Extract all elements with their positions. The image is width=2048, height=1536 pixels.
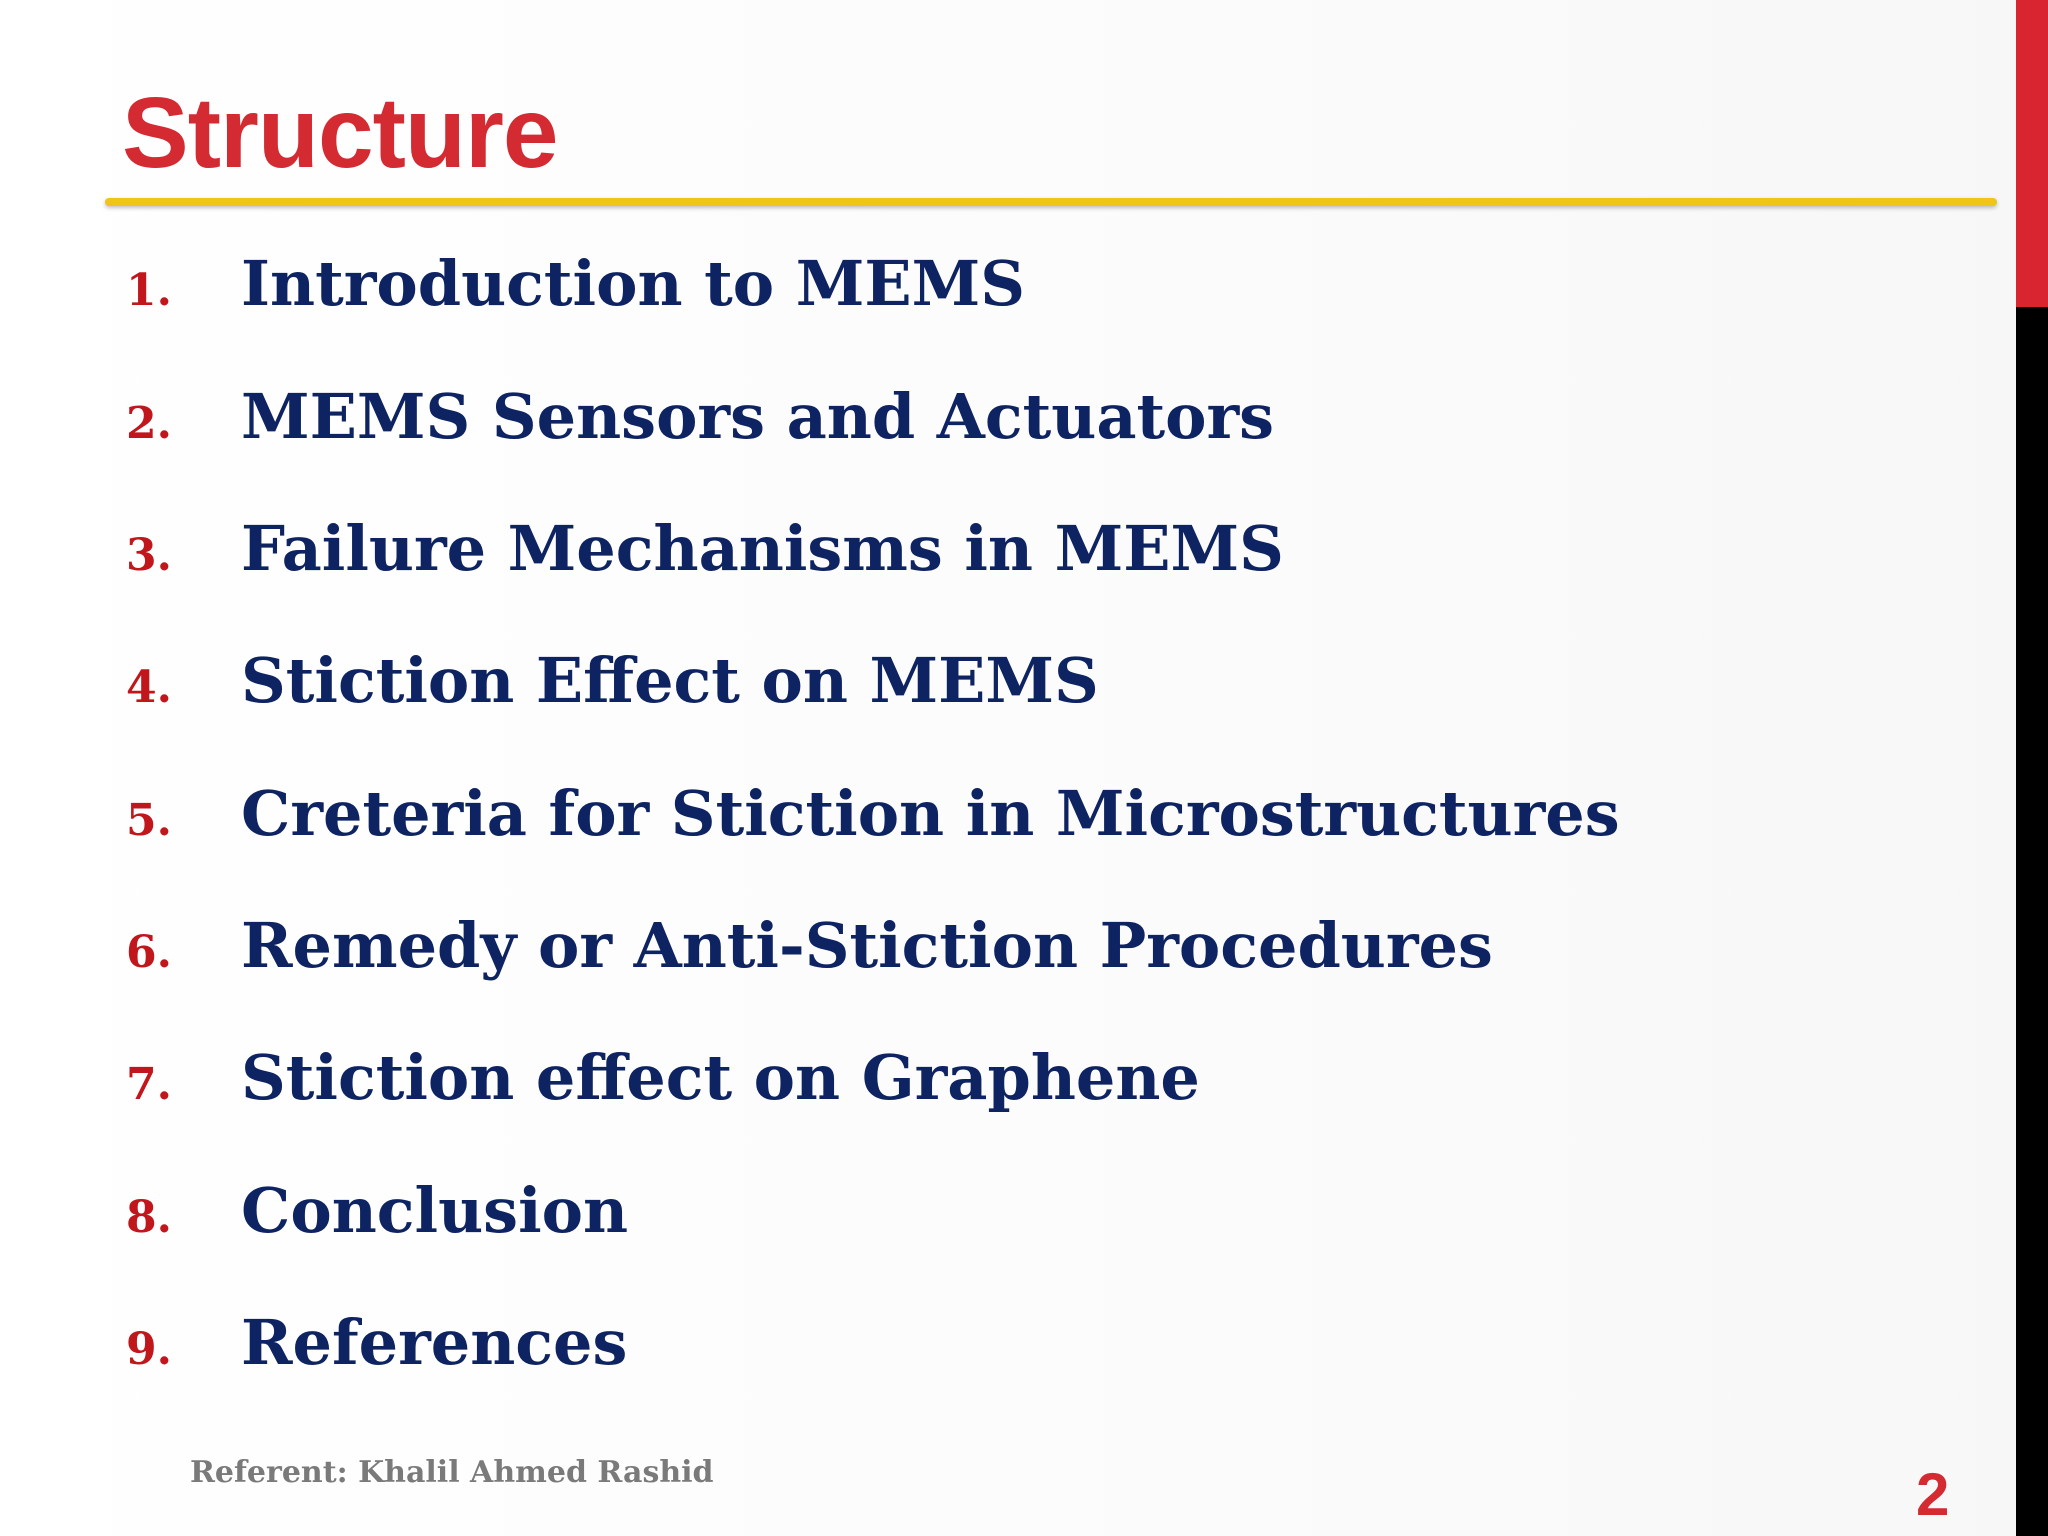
toc-item: [0, 1160, 1900, 1260]
toc-item-text: Introduction to MEMS: [241, 247, 1025, 320]
toc-item-number: 5.: [126, 795, 172, 846]
toc-item: [0, 1292, 1900, 1392]
toc-item-text: References: [241, 1306, 628, 1379]
toc-item-number: 1.: [126, 265, 172, 316]
toc-item-number: 4.: [126, 662, 172, 713]
toc-item-text: Remedy or Anti-Stiction Procedures: [241, 909, 1493, 982]
toc-item-text: Stiction Effect on MEMS: [241, 644, 1099, 717]
toc-item-text: Conclusion: [241, 1174, 629, 1247]
footer-referent: Referent: Khalil Ahmed Rashid: [190, 1455, 714, 1490]
toc-item-text: Creteria for Stiction in Microstructures: [241, 777, 1620, 850]
toc-item: [0, 498, 1900, 598]
toc-item-number: 6.: [126, 927, 172, 978]
side-bar-red-accent: [2016, 0, 2048, 307]
toc-item-text: Failure Mechanisms in MEMS: [241, 512, 1284, 585]
toc-item: [0, 1027, 1900, 1127]
toc-item-text: MEMS Sensors and Actuators: [241, 380, 1275, 453]
toc-item-number: 9.: [126, 1324, 172, 1375]
title-underline-rule: [105, 198, 1997, 206]
page-number: 2: [1916, 1461, 1950, 1528]
toc-item-number: 7.: [126, 1059, 172, 1110]
side-bar-black-accent: [2016, 307, 2048, 1536]
toc-item-number: 8.: [126, 1192, 172, 1243]
toc-item: [0, 763, 1900, 863]
toc-item-number: 3.: [126, 530, 172, 581]
toc-item: [0, 630, 1900, 730]
slide-title: Structure: [122, 77, 558, 189]
toc-item: [0, 366, 1900, 466]
toc-item: [0, 233, 1900, 333]
toc-item: [0, 895, 1900, 995]
toc-item-text: Stiction effect on Graphene: [241, 1041, 1200, 1114]
toc-item-number: 2.: [126, 398, 172, 449]
